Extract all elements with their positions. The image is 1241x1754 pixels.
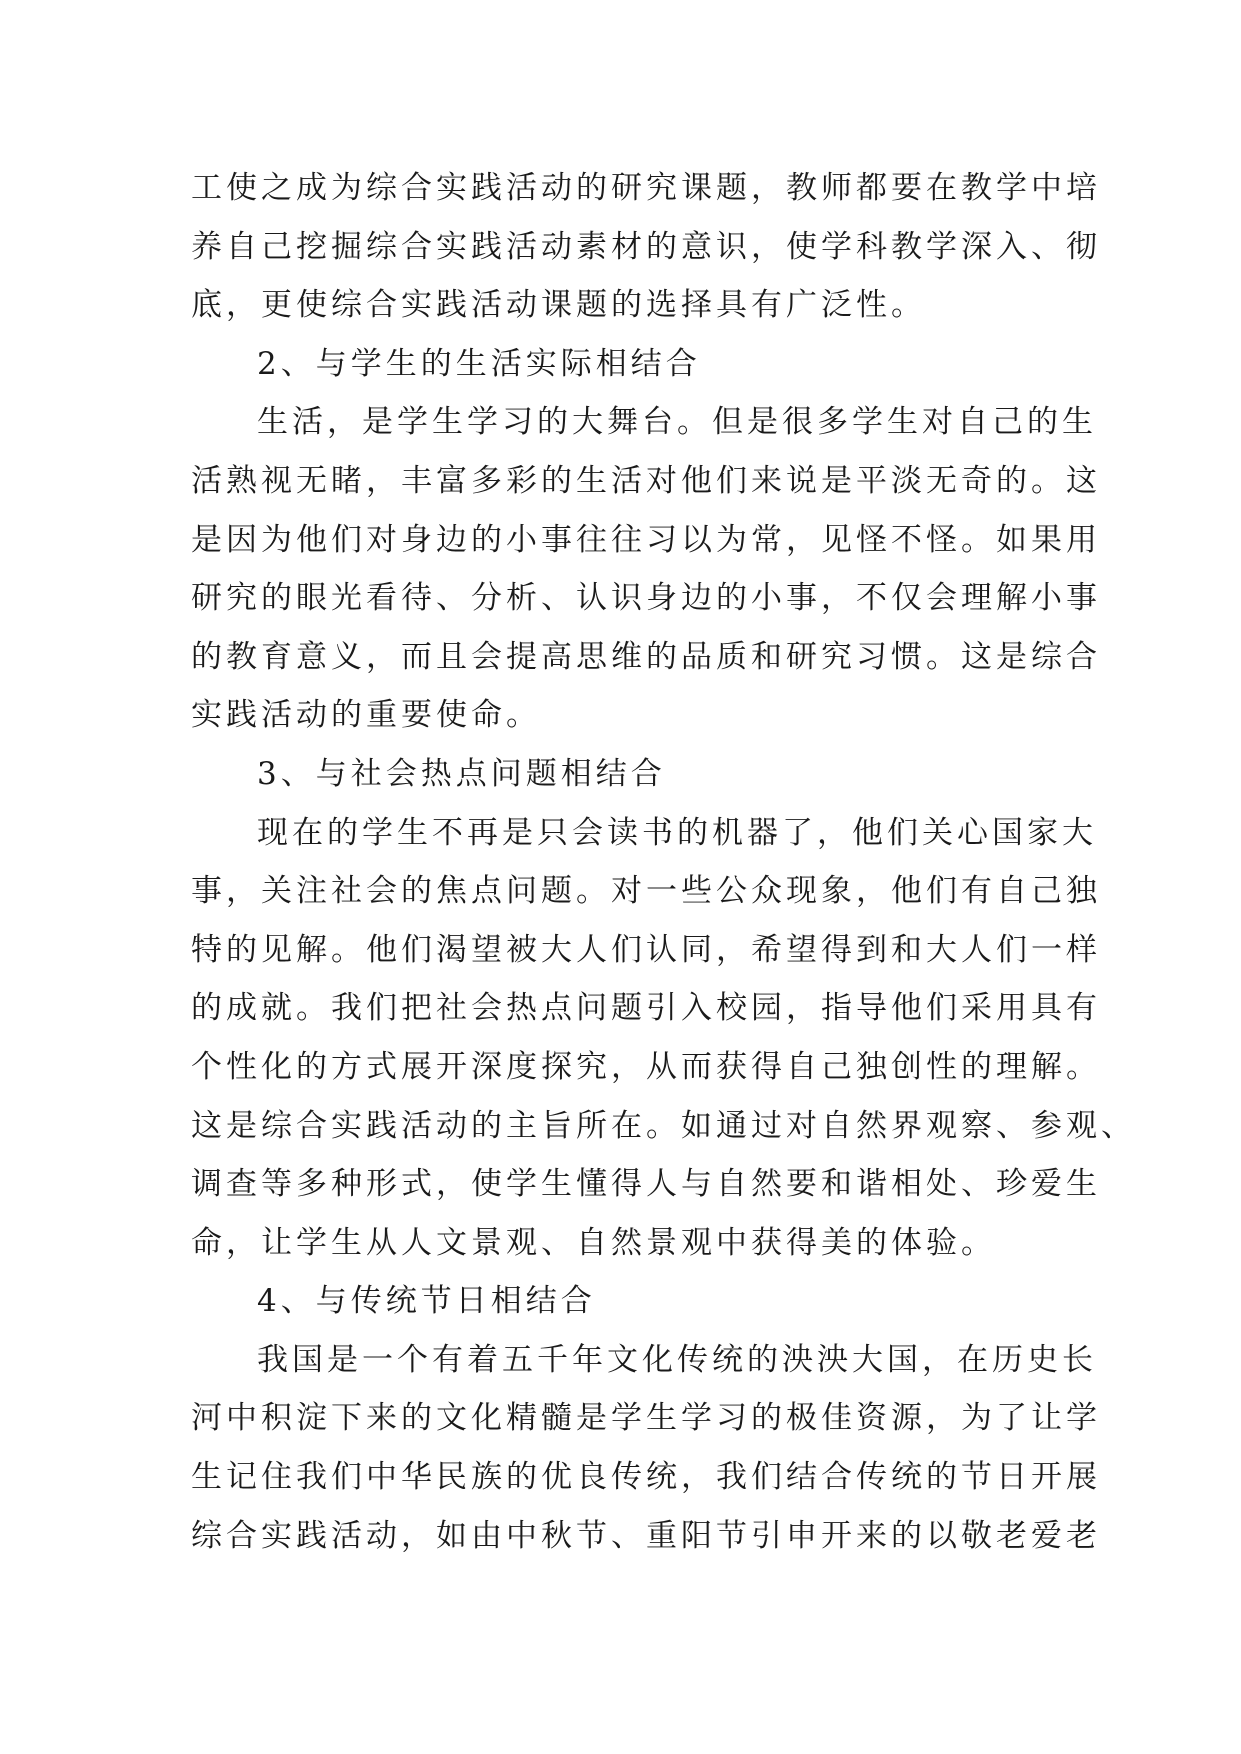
- text-line: 养自己挖掘综合实践活动素材的意识，使学科教学深入、彻: [191, 228, 1101, 265]
- text-line: 这是综合实践活动的主旨所在。如通过对自然界观察、参观、: [191, 1107, 1136, 1144]
- text-line: 命，让学生从人文景观、自然景观中获得美的体验。: [191, 1224, 996, 1261]
- text-line: 活熟视无睹，丰富多彩的生活对他们来说是平淡无奇的。这: [191, 462, 1101, 499]
- text-line: 特的见解。他们渴望被大人们认同，希望得到和大人们一样: [191, 931, 1101, 968]
- document-body: [191, 159, 1136, 1565]
- text-line: 现在的学生不再是只会读书的机器了，他们关心国家大: [257, 814, 1097, 851]
- text-line: 事，关注社会的焦点问题。对一些公众现象，他们有自己独: [191, 873, 1101, 910]
- text-line: 底，更使综合实践活动课题的选择具有广泛性。: [191, 287, 926, 324]
- text-line: 河中积淀下来的文化精髓是学生学习的极佳资源，为了让学: [191, 1400, 1101, 1437]
- text-line: 工使之成为综合实践活动的研究课题，教师都要在教学中培: [191, 170, 1101, 206]
- text-line: 的成就。我们把社会热点问题引入校园，指导他们采用具有: [191, 990, 1101, 1027]
- text-line: 我国是一个有着五千年文化传统的泱泱大国，在历史长: [257, 1341, 1097, 1378]
- text-line: 个性化的方式展开深度探究，从而获得自己独创性的理解。: [191, 1048, 1101, 1085]
- section-heading: 4、与传统节日相结合: [257, 1283, 596, 1320]
- section-heading: 2、与学生的生活实际相结合: [257, 345, 701, 382]
- section-heading: 3、与社会热点问题相结合: [257, 755, 666, 792]
- text-line: 调查等多种形式，使学生懂得人与自然要和谐相处、珍爱生: [191, 1166, 1101, 1203]
- text-line: 研究的眼光看待、分析、认识身边的小事，不仅会理解小事: [191, 580, 1101, 617]
- text-line: 是因为他们对身边的小事往往习以为常，见怪不怪。如果用: [191, 521, 1101, 558]
- text-line: 生活，是学生学习的大舞台。但是很多学生对自己的生: [257, 404, 1097, 441]
- text-line: 的教育意义，而且会提高思维的品质和研究习惯。这是综合: [191, 638, 1101, 675]
- text-line: 生记住我们中华民族的优良传统，我们结合传统的节日开展: [191, 1459, 1101, 1496]
- text-line: 综合实践活动，如由中秋节、重阳节引申开来的以敬老爱老: [191, 1517, 1101, 1554]
- text-line: 实践活动的重要使命。: [191, 697, 541, 734]
